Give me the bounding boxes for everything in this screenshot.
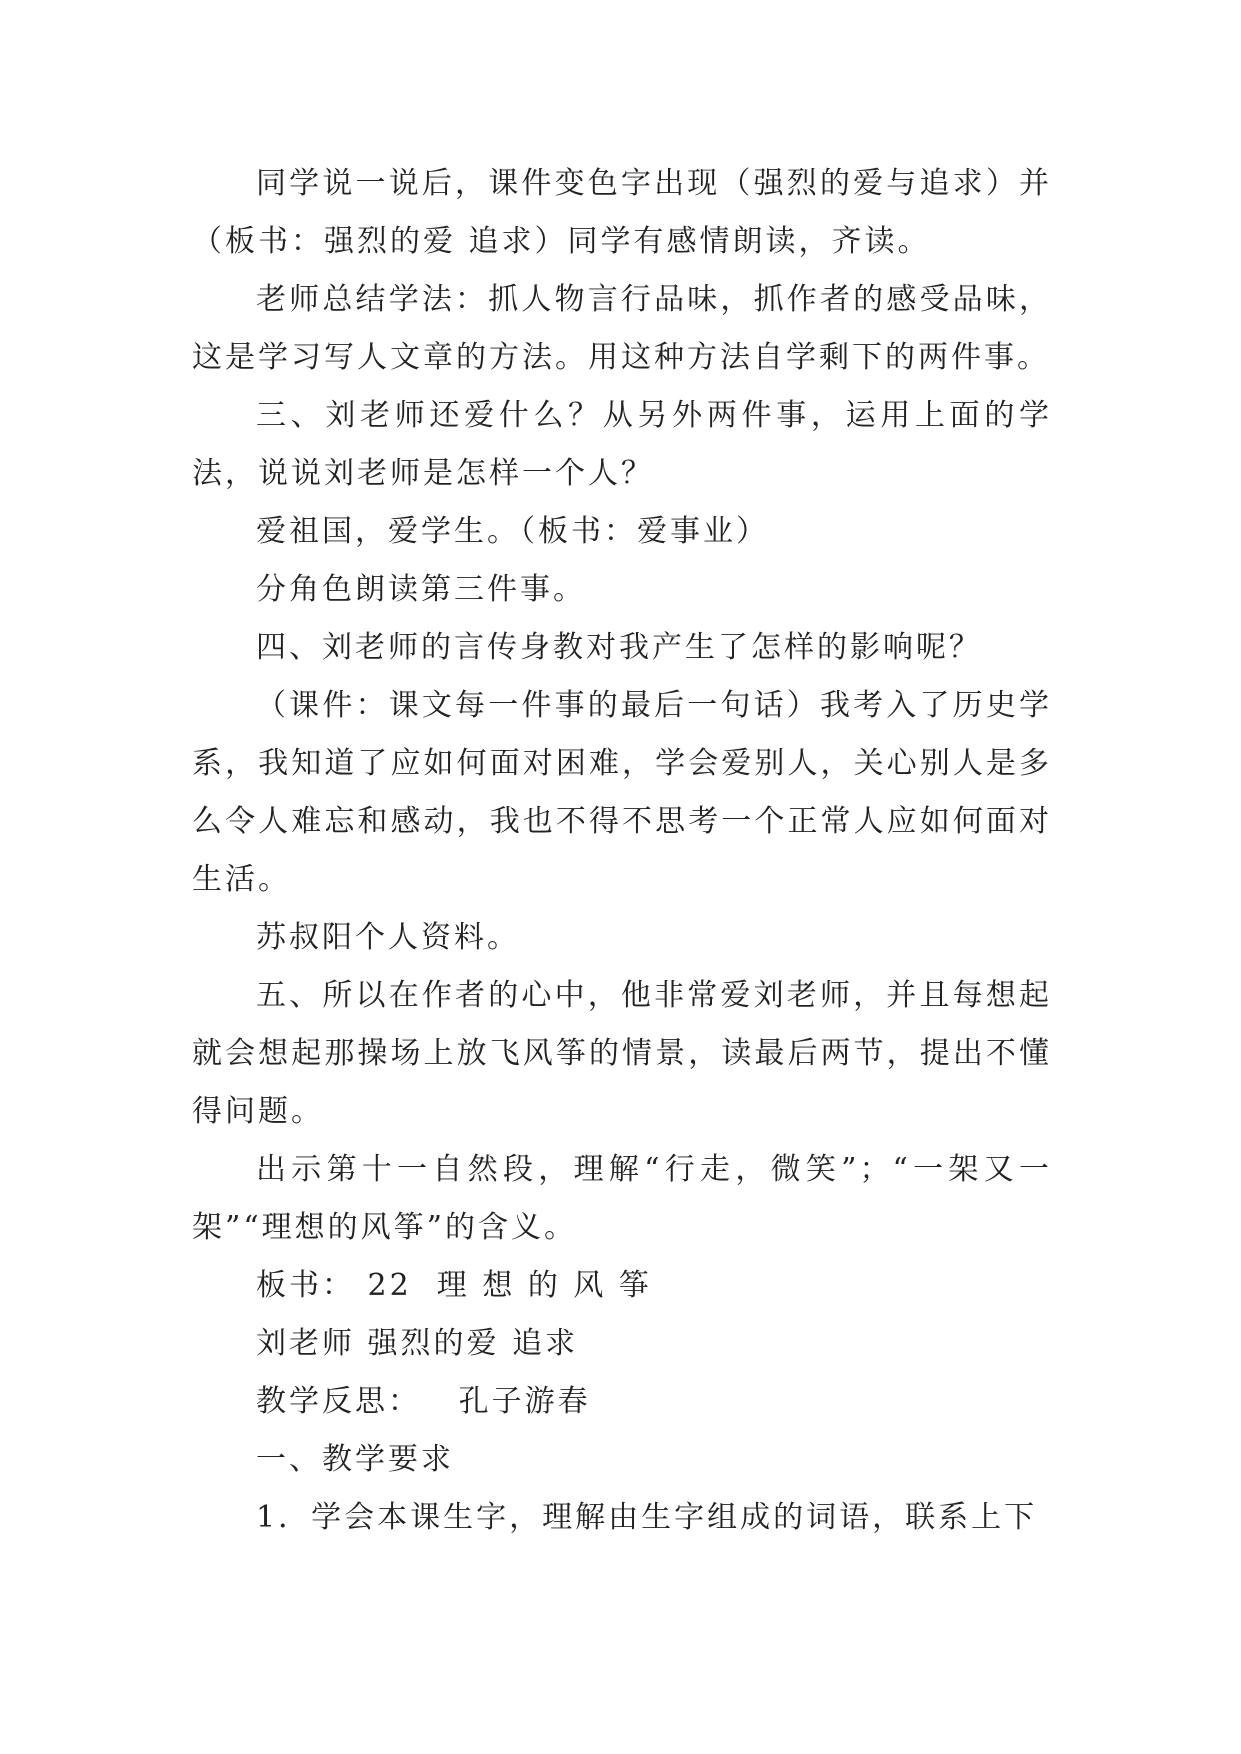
paragraph-2: 老师总结学法：抓人物言行品味，抓作者的感受品味，这是学习写人文章的方法。用这种方法自学剩下的两件事。: [192, 282, 1052, 375]
paragraph-8: 苏叔阳个人资料。: [256, 920, 520, 955]
paragraph-9: 五、所以在作者的心中，他非常爱刘老师，并且每想起就会想起那操场上放飞风筝的情景，读最后两节，提出不懂得问题。: [192, 978, 1052, 1129]
document-body: [192, 155, 1052, 1547]
teaching-reflection-line: 教学反思： 孔子游春: [256, 1384, 591, 1419]
paragraph-5: 分角色朗读第三件事。: [256, 572, 586, 607]
paragraph-1: 同学说一说后，课件变色字出现（强烈的爱与追求）并（板书：强烈的爱 追求）同学有感情朗读，齐读。: [192, 166, 1052, 259]
board-writing-line-2: 刘老师 强烈的爱 追求: [256, 1326, 579, 1361]
paragraph-4: 爱祖国，爱学生。（板书：爱事业）: [256, 514, 769, 549]
paragraph-10: 出示第十一自然段，理解“行走，微笑”；“一架又一架”“理想的风筝”的含义。: [192, 1152, 1052, 1245]
section-title: 一、教学要求: [256, 1442, 454, 1477]
paragraph-3: 三、刘老师还爱什么？从另外两件事，运用上面的学法，说说刘老师是怎样一个人？: [192, 398, 1052, 491]
paragraph-6: 四、刘老师的言传身教对我产生了怎样的影响呢？: [256, 630, 982, 665]
board-writing-line-1: 板书： 22 理 想 的 风 筝: [256, 1268, 652, 1303]
requirement-item-1: 1．学会本课生字，理解由生字组成的词语，联系上下: [256, 1500, 1038, 1535]
paragraph-7: （课件：课文每一件事的最后一句话）我考入了历史学系，我知道了应如何面对困难，学会爱别人，关心别人是多么令人难忘和感动，我也不得不思考一个正常人应如何面对生活。: [192, 688, 1052, 897]
